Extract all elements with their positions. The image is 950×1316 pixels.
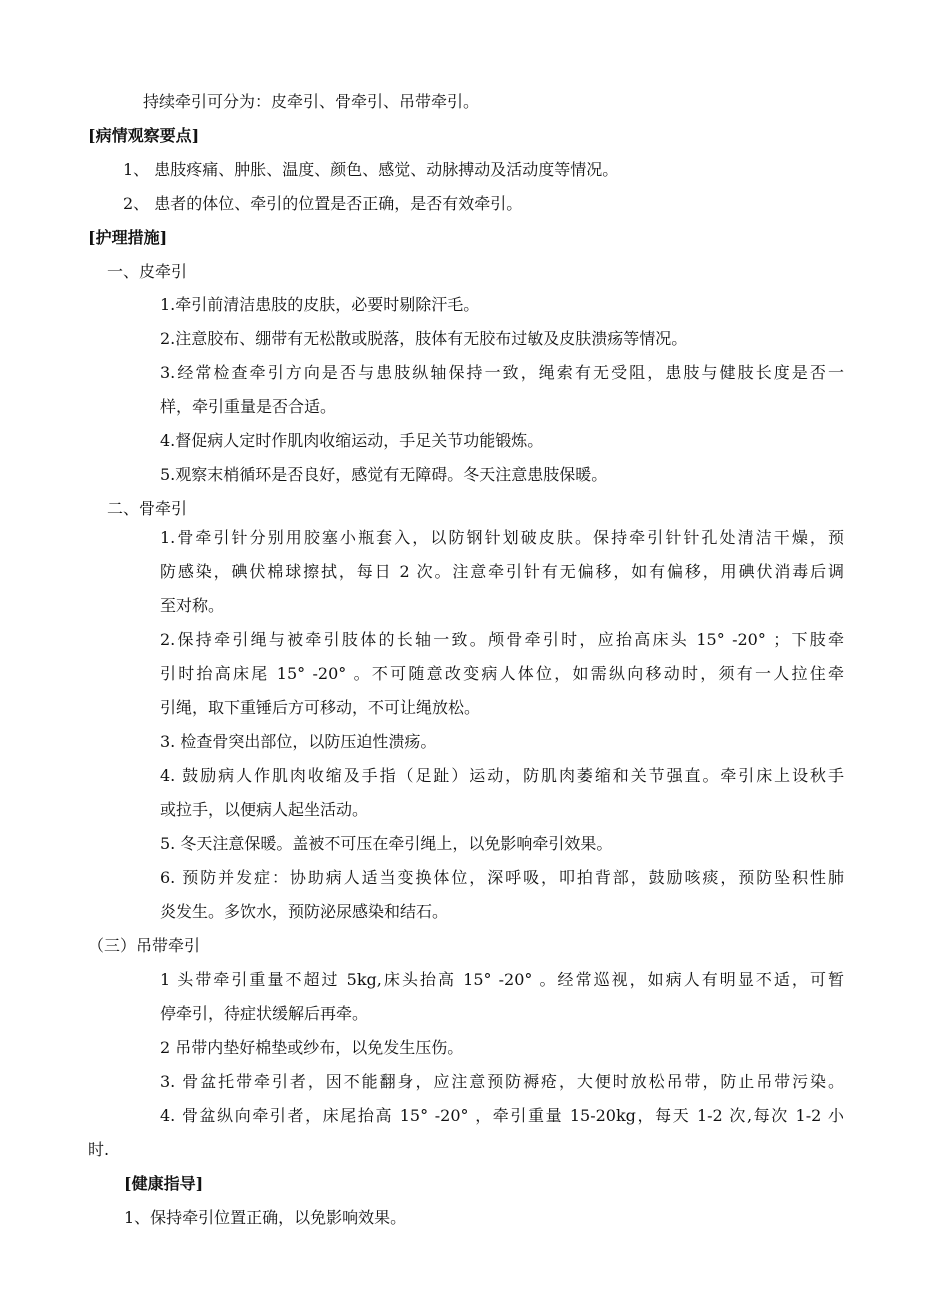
section-title-sling: （三）吊带牵引: [88, 936, 201, 955]
bone-line: 1.骨牵引针分别用胶塞小瓶套入，以防钢针划破皮肤。保持牵引针针孔处清洁干燥，预: [160, 528, 844, 547]
sling-line: 2 吊带内垫好棉垫或纱布，以免发生压伤。: [160, 1038, 464, 1057]
bone-line: 5. 冬天注意保暖。盖被不可压在牵引绳上，以免影响牵引效果。: [160, 834, 613, 853]
sling-line: 停牵引，待症状缓解后再牵。: [160, 1004, 369, 1023]
sling-line: 4. 骨盆纵向牵引者，床尾抬高 15° -20° ，牵引重量 15-20kg，每天 1-2 次,每次 1-2 小: [160, 1106, 844, 1125]
health-heading: [健康指导]: [124, 1174, 204, 1193]
bone-line: 防感染，碘伏棉球擦拭，每日 2 次。注意牵引针有无偏移，如有偏移，用碘伏消毒后调: [160, 562, 844, 581]
section-title-skin: 一、皮牵引: [107, 262, 188, 281]
observation-heading: [病情观察要点]: [88, 126, 200, 145]
skin-line: 5.观察末梢循环是否良好，感觉有无障碍。冬天注意患肢保暖。: [160, 465, 608, 484]
skin-line: 4.督促病人定时作肌肉收缩运动，手足关节功能锻炼。: [160, 431, 544, 450]
observation-item: 2、 患者的体位、牵引的位置是否正确，是否有效牵引。: [123, 194, 523, 213]
bone-line: 4. 鼓励病人作肌肉收缩及手指（足趾）运动，防肌肉萎缩和关节强直。牵引床上设秋手: [160, 766, 844, 785]
skin-line: 样，牵引重量是否合适。: [160, 397, 337, 416]
bone-line: 或拉手，以便病人起坐活动。: [160, 800, 369, 819]
section-title-bone: 二、骨牵引: [107, 499, 188, 518]
skin-line: 1.牵引前清洁患肢的皮肤，必要时剔除汗毛。: [160, 295, 480, 314]
sling-line: 1 头带牵引重量不超过 5kg,床头抬高 15° -20° 。经常巡视，如病人有明显不适，可暂: [160, 970, 844, 989]
observation-item: 1、 患肢疼痛、肿胀、温度、颜色、感觉、动脉搏动及活动度等情况。: [123, 160, 619, 179]
skin-line: 3.经常检查牵引方向是否与患肢纵轴保持一致，绳索有无受阻，患肢与健肢长度是否一: [160, 363, 844, 382]
sling-line: 3. 骨盆托带牵引者，因不能翻身，应注意预防褥疮，大便时放松吊带，防止吊带污染。: [160, 1072, 844, 1091]
bone-line: 至对称。: [160, 596, 225, 615]
bone-line: 2.保持牵引绳与被牵引肢体的长轴一致。颅骨牵引时，应抬高床头 15° -20° ；下肢牵: [160, 630, 844, 649]
intro-text: 持续牵引可分为：皮牵引、骨牵引、吊带牵引。: [143, 92, 480, 111]
bone-line: 炎发生。多饮水，预防泌尿感染和结石。: [160, 902, 449, 921]
health-item: 1、保持牵引位置正确，以免影响效果。: [124, 1208, 407, 1227]
bone-line: 3. 检查骨突出部位，以防压迫性溃疡。: [160, 732, 437, 751]
sling-line: 时.: [88, 1140, 110, 1159]
skin-line: 2.注意胶布、绷带有无松散或脱落，肢体有无胶布过敏及皮肤溃疡等情况。: [160, 329, 688, 348]
bone-line: 6. 预防并发症：协助病人适当变换体位，深呼吸，叩拍背部，鼓励咳痰，预防坠积性肺: [160, 868, 844, 887]
nursing-heading: [护理措施]: [88, 228, 168, 247]
bone-line: 引绳，取下重锤后方可移动，不可让绳放松。: [160, 698, 481, 717]
bone-line: 引时抬高床尾 15° -20° 。不可随意改变病人体位，如需纵向移动时，须有一人拉住牵: [160, 664, 844, 683]
